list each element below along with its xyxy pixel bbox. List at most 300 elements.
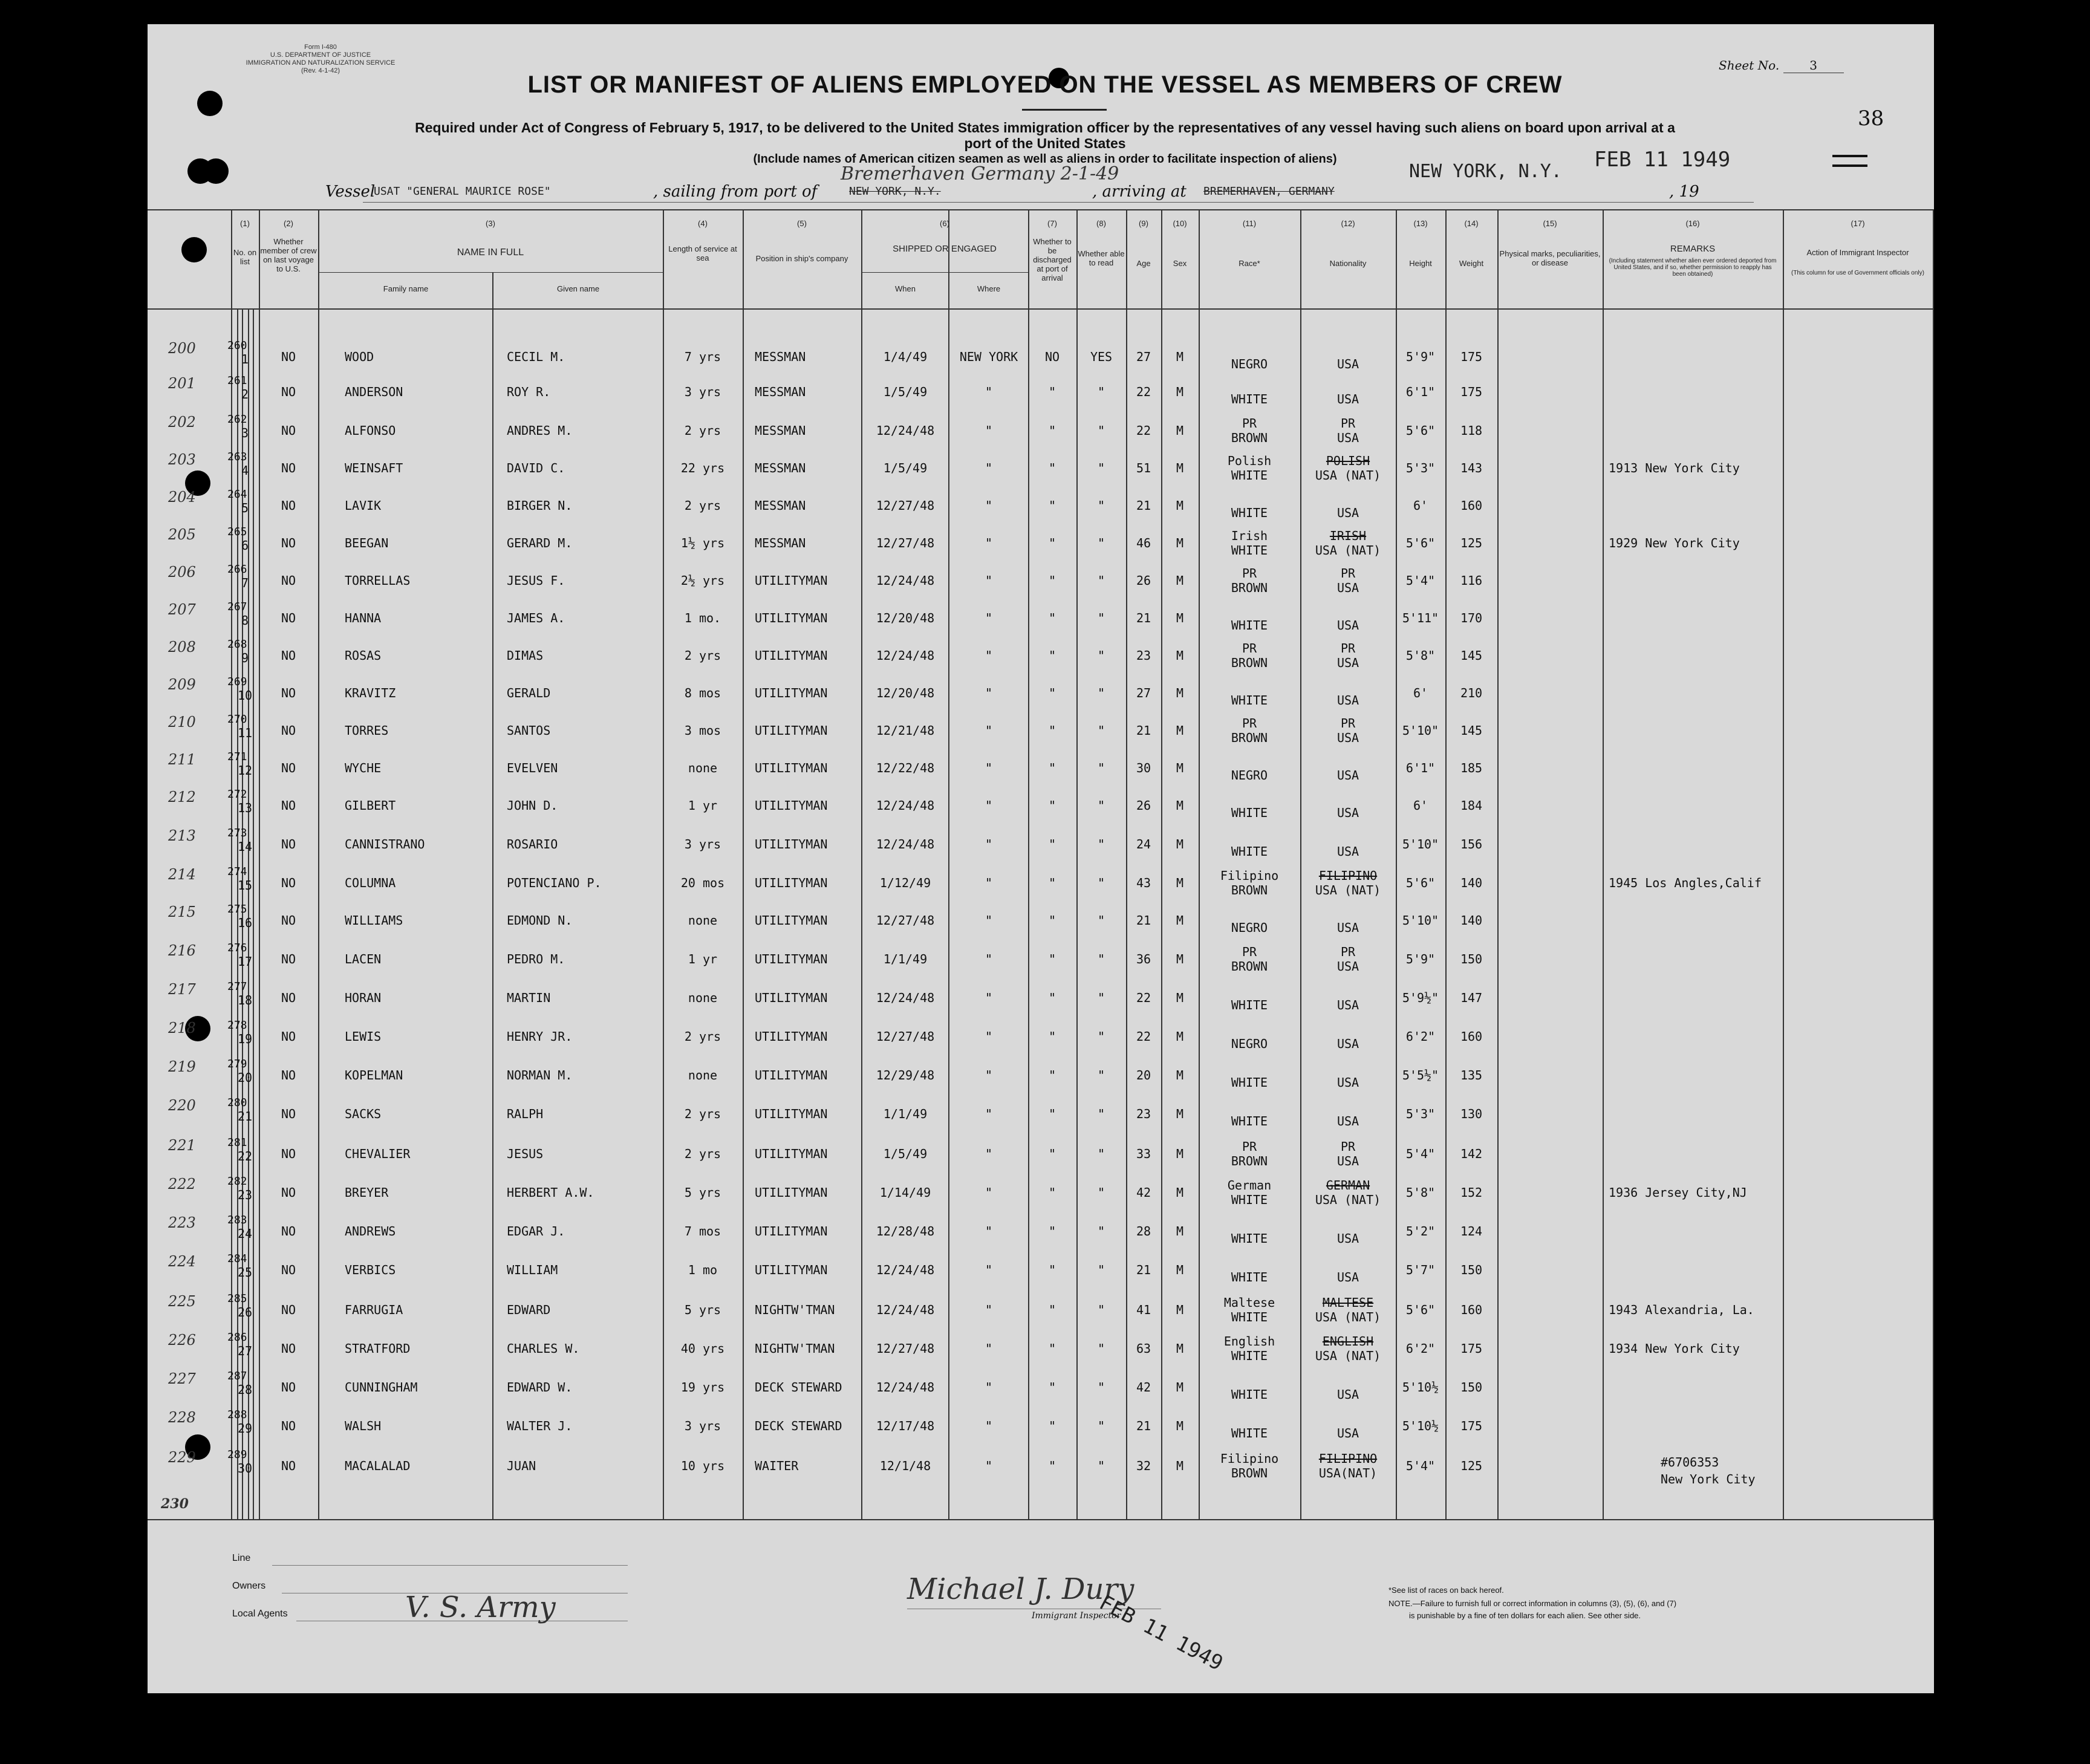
race — [1199, 342, 1300, 371]
service-length: 20 mos — [680, 876, 725, 890]
position: MESSMAN — [755, 536, 806, 550]
age: 43 — [1136, 876, 1151, 890]
given-name: RALPH — [507, 1107, 544, 1121]
height: 5'10½ — [1402, 1380, 1439, 1395]
handwritten-line-number: 282 — [227, 1175, 247, 1188]
family-name: BREYER — [345, 1185, 389, 1200]
sex: M — [1176, 1224, 1184, 1238]
race-note — [1199, 1411, 1300, 1426]
col-age-number: (9) — [1139, 219, 1148, 228]
line-number: 18 — [237, 993, 253, 1007]
shipped-where: " — [985, 1341, 993, 1356]
margin-number: 209 — [168, 676, 196, 693]
footnote-1: *See list of races on back hereof. — [1388, 1586, 1504, 1595]
prev: NO — [281, 536, 296, 550]
able-to-read: " — [1097, 1224, 1105, 1238]
able-to-read: " — [1097, 1341, 1105, 1356]
able-to-read: " — [1097, 1459, 1105, 1473]
shipped-where: " — [985, 1419, 993, 1433]
family-name: GILBERT — [345, 798, 396, 813]
margin-number: 200 — [168, 340, 196, 357]
position: MESSMAN — [755, 350, 806, 364]
discharged: " — [1048, 1419, 1056, 1433]
table-row — [0, 1448, 2090, 1484]
inspector-caption: Immigrant Inspector — [1032, 1611, 1121, 1621]
service-length: 19 yrs — [680, 1380, 725, 1395]
nationality — [1300, 1099, 1396, 1128]
table-row — [0, 1057, 2090, 1093]
col-read-label: Whether able to read — [1078, 249, 1125, 267]
shipped-where: " — [985, 648, 993, 663]
col-service-number: (4) — [698, 219, 708, 228]
nationality-value: USA — [1336, 431, 1359, 445]
race-note: Filipino — [1220, 868, 1279, 883]
race — [1199, 906, 1300, 935]
nationality — [1300, 416, 1396, 445]
height: 6' — [1413, 686, 1428, 700]
height: 5'10" — [1402, 837, 1439, 851]
col-race-label: Race* — [1239, 259, 1260, 268]
given-name: CHARLES W. — [507, 1341, 580, 1356]
race-note: PR — [1242, 716, 1257, 731]
nationality — [1300, 716, 1396, 745]
age: 22 — [1136, 991, 1151, 1005]
nationality-value: USA — [1336, 844, 1359, 859]
line-number: 30 — [237, 1461, 253, 1476]
service-length: 2 yrs — [684, 1029, 721, 1044]
sex: M — [1176, 573, 1184, 588]
weight: 125 — [1460, 1459, 1483, 1473]
height: 5'6" — [1405, 536, 1436, 550]
age: 26 — [1136, 573, 1151, 588]
shipped-when: 12/27/48 — [876, 498, 935, 513]
margin-number: 211 — [168, 751, 196, 768]
margin-number: 205 — [168, 526, 196, 543]
col-discharged-number: (7) — [1047, 219, 1057, 228]
shipped-where: " — [985, 686, 993, 700]
nationality-note — [1300, 791, 1396, 806]
service-length: 5 yrs — [684, 1185, 721, 1200]
service-length: 40 yrs — [680, 1341, 725, 1356]
race-note — [1199, 1099, 1300, 1114]
race-note — [1199, 983, 1300, 998]
nationality — [1300, 1334, 1396, 1363]
race — [1199, 1295, 1300, 1324]
table-row — [0, 562, 2090, 599]
margin-number: 219 — [168, 1058, 196, 1075]
shipped-when: 12/24/48 — [876, 1303, 935, 1317]
table-row — [0, 412, 2090, 449]
col-position-number: (5) — [797, 219, 807, 228]
weight: 185 — [1460, 761, 1483, 775]
service-length: 2 yrs — [684, 1107, 721, 1121]
owners-label: Owners — [232, 1581, 266, 1591]
sailing-port: NEW YORK, N.Y. — [849, 185, 941, 198]
table-row — [0, 1252, 2090, 1288]
prev: NO — [281, 461, 296, 475]
nationality-value: USA — [1336, 806, 1359, 820]
nationality-value: USA — [1336, 1037, 1359, 1051]
shipped-when: 1/4/49 — [883, 350, 928, 364]
service-length: 7 mos — [684, 1224, 721, 1238]
shipped-when: 12/20/48 — [876, 686, 935, 700]
race — [1199, 1217, 1300, 1246]
nationality-note — [1300, 1099, 1396, 1114]
able-to-read: " — [1097, 1147, 1105, 1161]
handwritten-line-number: 260 — [227, 339, 247, 352]
nationality — [1300, 566, 1396, 595]
handwritten-line-number: 284 — [227, 1252, 247, 1265]
shipped-when: 12/24/48 — [876, 798, 935, 813]
nationality-note: FILIPINO — [1318, 1451, 1378, 1466]
age: 22 — [1136, 423, 1151, 438]
position: NIGHTW'TMAN — [755, 1341, 835, 1356]
sex: M — [1176, 1380, 1184, 1395]
nationality-value: USA — [1336, 920, 1359, 935]
able-to-read: " — [1097, 498, 1105, 513]
shipped-when: 12/27/48 — [876, 913, 935, 928]
given-name: EDWARD W. — [507, 1380, 573, 1395]
margin-number: 217 — [168, 981, 196, 998]
race — [1199, 1139, 1300, 1168]
handwritten-line-number: 277 — [227, 980, 247, 993]
weight: 150 — [1460, 1263, 1483, 1277]
arriving-port: BREMERHAVEN, GERMANY — [1203, 185, 1335, 198]
discharged: " — [1048, 1107, 1056, 1121]
discharged: " — [1048, 723, 1056, 738]
position: UTILITYMAN — [755, 573, 828, 588]
subtitle-1: Required under Act of Congress of February 5, 1917, to be delivered to the United States immigration officer by the representatives of any vessel having such aliens on board upon arrival at a — [415, 120, 1675, 135]
table-row — [0, 1213, 2090, 1249]
age: 33 — [1136, 1147, 1151, 1161]
shipped-when: 12/17/48 — [876, 1419, 935, 1433]
service-length: 3 mos — [684, 723, 721, 738]
position: UTILITYMAN — [755, 1263, 828, 1277]
sex: M — [1176, 1341, 1184, 1356]
prev: NO — [281, 498, 296, 513]
race — [1199, 377, 1300, 406]
handwritten-line-number: 271 — [227, 750, 247, 763]
line-number: 2 — [241, 387, 249, 402]
nationality-value: USA — [1336, 656, 1359, 670]
col-remarks-label: REMARKS — [1670, 244, 1716, 254]
given-name: NORMAN M. — [507, 1068, 573, 1082]
discharged: " — [1048, 913, 1056, 928]
nationality — [1300, 454, 1396, 483]
prev: NO — [281, 798, 296, 813]
margin-number: 215 — [168, 903, 196, 920]
position: UTILITYMAN — [755, 837, 828, 851]
discharged: " — [1048, 761, 1056, 775]
age: 36 — [1136, 952, 1151, 966]
col-age-label: Age — [1136, 259, 1151, 268]
table-row — [0, 675, 2090, 711]
nationality-note: PR — [1340, 641, 1356, 656]
line-number: 3 — [241, 426, 249, 440]
shipped-when: 1/5/49 — [883, 1147, 928, 1161]
shipped-when: 1/1/49 — [883, 952, 928, 966]
able-to-read: " — [1097, 385, 1105, 399]
family-name: TORRELLAS — [345, 573, 411, 588]
nationality-value: USA — [1336, 1387, 1359, 1402]
shipped-when: 12/21/48 — [876, 723, 935, 738]
shipped-where: " — [985, 461, 993, 475]
discharged: " — [1048, 385, 1056, 399]
table-row — [0, 980, 2090, 1016]
shipped-where: " — [985, 1029, 993, 1044]
weight: 160 — [1460, 498, 1483, 513]
discharged: " — [1048, 876, 1056, 890]
sex: M — [1176, 423, 1184, 438]
nationality — [1300, 377, 1396, 406]
race — [1199, 641, 1300, 670]
race-note — [1199, 830, 1300, 844]
nationality — [1300, 1178, 1396, 1207]
nationality — [1300, 1411, 1396, 1440]
prev: NO — [281, 423, 296, 438]
race-value: WHITE — [1231, 1310, 1268, 1324]
family-name: TORRES — [345, 723, 389, 738]
line-number: 8 — [241, 613, 249, 628]
given-name: POTENCIANO P. — [507, 876, 602, 890]
shipped-where: " — [985, 385, 993, 399]
service-length: 1 yr — [688, 952, 718, 966]
race-value: WHITE — [1231, 1387, 1268, 1402]
margin-number: 210 — [168, 714, 196, 731]
handwritten-line-number: 266 — [227, 563, 247, 576]
race-value: WHITE — [1231, 806, 1268, 820]
able-to-read: " — [1097, 686, 1105, 700]
line-number: 11 — [237, 726, 253, 740]
sex: M — [1176, 1419, 1184, 1433]
discharged: " — [1048, 1263, 1056, 1277]
family-name: STRATFORD — [345, 1341, 411, 1356]
line-number: 27 — [237, 1344, 253, 1358]
race-value: BROWN — [1231, 1154, 1268, 1168]
nationality — [1300, 1061, 1396, 1090]
nationality-value: USA (NAT) — [1315, 1349, 1381, 1363]
family-name: ROSAS — [345, 648, 382, 663]
prev: NO — [281, 350, 296, 364]
line-number: 28 — [237, 1382, 253, 1397]
height: 5'2" — [1405, 1224, 1436, 1238]
nationality — [1300, 529, 1396, 558]
prev: NO — [281, 1147, 296, 1161]
race-value: WHITE — [1231, 468, 1268, 483]
nationality — [1300, 983, 1396, 1012]
family-name: HORAN — [345, 991, 382, 1005]
prev: NO — [281, 913, 296, 928]
discharged: " — [1048, 498, 1056, 513]
position: DECK STEWARD — [755, 1380, 842, 1395]
page-number: 38 — [1858, 106, 1884, 131]
family-name: SACKS — [345, 1107, 382, 1121]
able-to-read: " — [1097, 536, 1105, 550]
shipped-when: 12/1/48 — [879, 1459, 931, 1473]
agent-signature: V. S. Army — [405, 1590, 556, 1624]
given-name: DAVID C. — [507, 461, 565, 475]
race-value: WHITE — [1231, 392, 1268, 406]
given-name: JESUS F. — [507, 573, 565, 588]
remarks: 1929 New York City — [1609, 536, 1740, 550]
given-name: ANDRES M. — [507, 423, 573, 438]
race — [1199, 1022, 1300, 1051]
weight: 145 — [1460, 723, 1483, 738]
margin-number: 216 — [168, 942, 196, 959]
nationality-note — [1300, 906, 1396, 920]
line-number: 14 — [237, 839, 253, 854]
weight: 124 — [1460, 1224, 1483, 1238]
nationality-note: GERMAN — [1326, 1178, 1370, 1193]
shipped-when: 12/20/48 — [876, 611, 935, 625]
race — [1199, 868, 1300, 897]
vessel-label: Vessel — [325, 183, 376, 201]
sex: M — [1176, 1107, 1184, 1121]
weight: 160 — [1460, 1029, 1483, 1044]
handwritten-line-number: 280 — [227, 1096, 247, 1109]
sex: M — [1176, 498, 1184, 513]
shipped-where: " — [985, 611, 993, 625]
prev: NO — [281, 1029, 296, 1044]
service-length: 1 mo. — [684, 611, 721, 625]
race-value: WHITE — [1231, 1349, 1268, 1363]
given-name: ROY R. — [507, 385, 551, 399]
able-to-read: " — [1097, 1185, 1105, 1200]
shipped-when: 1/14/49 — [879, 1185, 931, 1200]
given-name: JAMES A. — [507, 611, 565, 625]
sex: M — [1176, 876, 1184, 890]
given-name: HENRY JR. — [507, 1029, 573, 1044]
service-length: 7 yrs — [684, 350, 721, 364]
able-to-read: " — [1097, 761, 1105, 775]
shipped-when: 1/5/49 — [883, 385, 928, 399]
sex: M — [1176, 1459, 1184, 1473]
family-name: HANNA — [345, 611, 382, 625]
table-row — [0, 600, 2090, 636]
given-name: EDGAR J. — [507, 1224, 565, 1238]
discharged: " — [1048, 1303, 1056, 1317]
family-name: WILLIAMS — [345, 913, 403, 928]
line-number: 4 — [241, 463, 249, 478]
race-value: WHITE — [1231, 1231, 1268, 1246]
weight: 210 — [1460, 686, 1483, 700]
height: 5'10" — [1402, 723, 1439, 738]
weight: 170 — [1460, 611, 1483, 625]
race — [1199, 529, 1300, 558]
position: MESSMAN — [755, 385, 806, 399]
nationality — [1300, 1295, 1396, 1324]
given-name: JESUS — [507, 1147, 544, 1161]
action-note: (This column for use of Government officials only) — [1791, 270, 1924, 276]
height: 5'11" — [1402, 611, 1439, 625]
able-to-read: " — [1097, 798, 1105, 813]
family-name: WEINSAFT — [345, 461, 403, 475]
handwritten-line-number: 287 — [227, 1370, 247, 1382]
nationality-note — [1300, 753, 1396, 768]
family-name: CANNISTRANO — [345, 837, 425, 851]
height: 5'10½ — [1402, 1419, 1439, 1433]
nationality-note — [1300, 491, 1396, 506]
prev: NO — [281, 686, 296, 700]
race-note: Polish — [1227, 454, 1272, 468]
shipped-when: 12/24/48 — [876, 423, 935, 438]
position: UTILITYMAN — [755, 1068, 828, 1082]
remarks: 1943 Alexandria, La. — [1609, 1303, 1754, 1317]
handwritten-line-number: 269 — [227, 675, 247, 688]
nationality — [1300, 491, 1396, 520]
age: 26 — [1136, 798, 1151, 813]
sheet-number: Sheet No. 3 — [1719, 58, 1844, 73]
family-name: VERBICS — [345, 1263, 396, 1277]
weight: 150 — [1460, 1380, 1483, 1395]
nationality — [1300, 906, 1396, 935]
col-physical-label: Physical marks, peculiarities, or disease — [1499, 249, 1601, 267]
margin-number: 202 — [168, 414, 196, 431]
shipped-where: " — [985, 1185, 993, 1200]
shipped-when: 12/27/48 — [876, 536, 935, 550]
handwritten-line-number: 270 — [227, 713, 247, 726]
handwritten-line-number: 289 — [227, 1448, 247, 1461]
race — [1199, 791, 1300, 820]
height: 6' — [1413, 798, 1428, 813]
nationality-value: USA — [1336, 693, 1359, 708]
col-weight-number: (14) — [1464, 219, 1479, 228]
race-note — [1199, 1217, 1300, 1231]
race-value: WHITE — [1231, 1075, 1268, 1090]
table-row — [0, 712, 2090, 749]
prev: NO — [281, 1303, 296, 1317]
race-note: PR — [1242, 945, 1257, 959]
line-underline — [272, 1565, 628, 1566]
able-to-read: " — [1097, 952, 1105, 966]
family-name-header: Family name — [383, 284, 429, 293]
race — [1199, 1451, 1300, 1480]
able-to-read: " — [1097, 648, 1105, 663]
position: UTILITYMAN — [755, 952, 828, 966]
discharged: " — [1048, 423, 1056, 438]
able-to-read: " — [1097, 876, 1105, 890]
race-value: BROWN — [1231, 581, 1268, 595]
nationality-value: USA — [1336, 1426, 1359, 1440]
age: 21 — [1136, 723, 1151, 738]
family-name: KRAVITZ — [345, 686, 396, 700]
race-value: WHITE — [1231, 1270, 1268, 1284]
remarks-line-2: New York City — [1661, 1472, 1756, 1486]
service-length: 1½ yrs — [680, 536, 725, 550]
table-bottom-border — [148, 1519, 1934, 1520]
shipped-when: 1/5/49 — [883, 461, 928, 475]
given-name: SANTOS — [507, 723, 551, 738]
nationality-value: USA (NAT) — [1315, 883, 1381, 897]
sex: M — [1176, 1029, 1184, 1044]
race — [1199, 1411, 1300, 1440]
prev: NO — [281, 1107, 296, 1121]
given-name: HERBERT A.W. — [507, 1185, 594, 1200]
height: 5'10" — [1402, 913, 1439, 928]
arriving-label: , arriving at — [1092, 183, 1187, 201]
line-number: 21 — [237, 1109, 253, 1124]
nationality-value: USA — [1336, 768, 1359, 783]
shipped-when: 12/27/48 — [876, 1029, 935, 1044]
prev: NO — [281, 876, 296, 890]
able-to-read: " — [1097, 1029, 1105, 1044]
race — [1199, 454, 1300, 483]
col-no-label: No. on list — [233, 248, 257, 266]
service-length: 8 mos — [684, 686, 721, 700]
shipped-where: " — [985, 1068, 993, 1082]
table-row — [0, 902, 2090, 939]
weight: 175 — [1460, 385, 1483, 399]
